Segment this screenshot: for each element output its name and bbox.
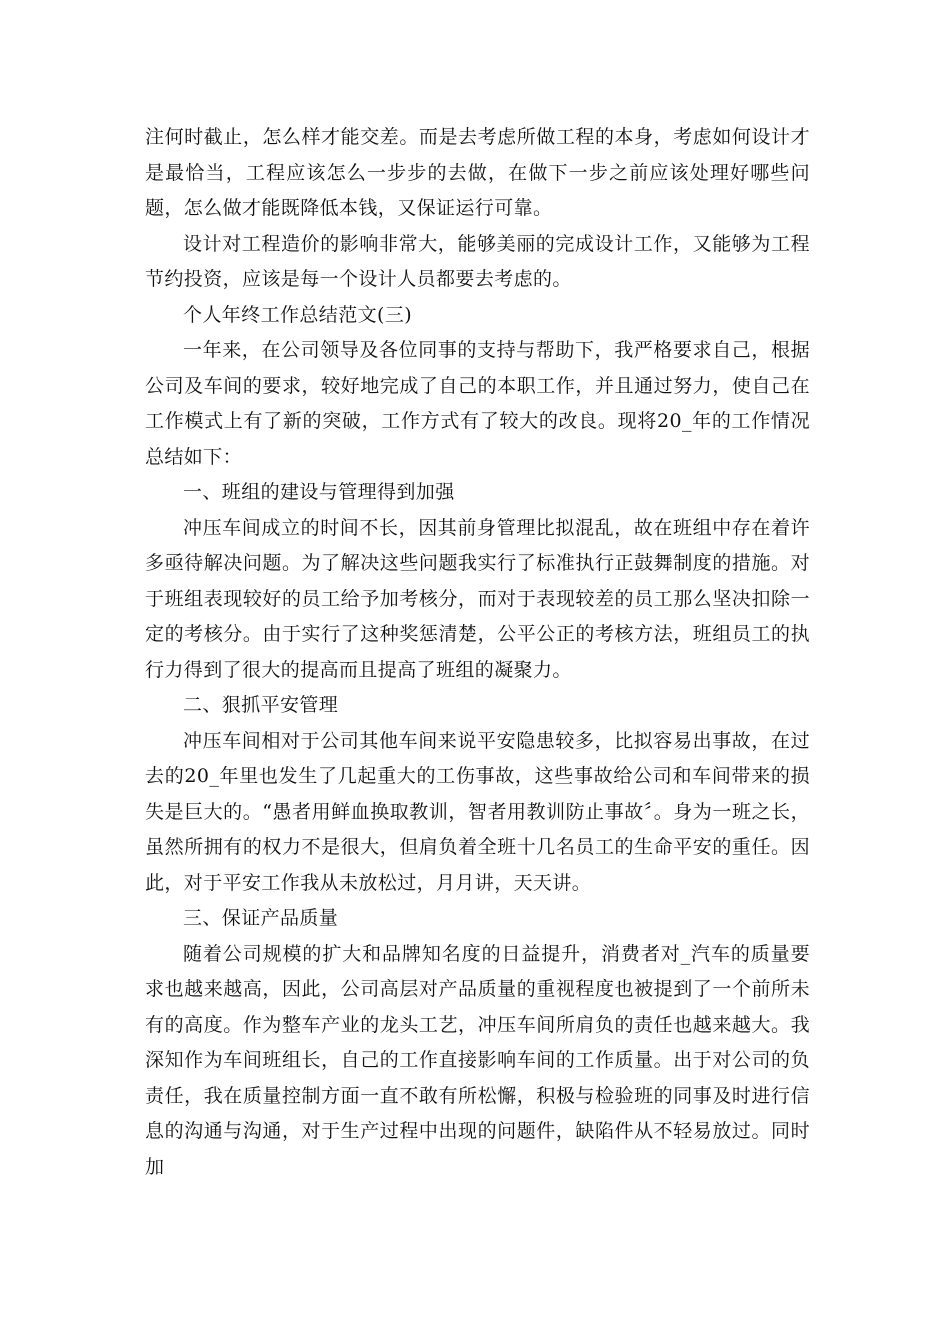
paragraph-continuation: 注何时截止，怎么样才能交差。而是去考虑所做工程的本身，考虑如何设计才是最恰当，工程应该怎么一步步的去做，在做下一步之前应该处理好哪些问题，怎么做才能既降低本钱，又保证运行可靠。 bbox=[145, 126, 810, 219]
heading-quality: 三、保证产品质量 bbox=[183, 907, 339, 929]
paragraph-intro: 一年来，在公司领导及各位同事的支持与帮助下，我严格要求自己，根据公司及车间的要求，较好地完成了自己的本职工作，并且通过努力，使自己在工作模式上有了新的突破，工作方式有了较大的改良。现将20_年的工作情况总结如下： bbox=[145, 339, 810, 468]
paragraph-team-building: 冲压车间成立的时间不长，因其前身管理比拟混乱，故在班组中存在着许多亟待解决问题。为了解决这些问题我实行了标准执行正鼓舞制度的措施。对于班组表现较好的员工给予加考核分，而对于表现较差的员工那么坚决扣除一定的考核分。由于实行了这种奖惩清楚，公平公正的考核方法，班组员工的执行力得到了很大的提高而且提高了班组的凝聚力。 bbox=[145, 516, 810, 681]
document-body bbox=[145, 120, 810, 1185]
paragraph-safety: 冲压车间相对于公司其他车间来说平安隐患较多，比拟容易出事故，在过去的20_年里也发生了几起重大的工伤事故，这些事故给公司和车间带来的损失是巨大的。“愚者用鲜血换取教训，智者用教训防止事故〞。身为一班之长，虽然所拥有的权力不是很大，但肩负着全班十几名员工的生命平安的重任。因此，对于平安工作我从未放松过，月月讲，天天讲。 bbox=[145, 729, 810, 894]
heading-team-building: 一、班组的建设与管理得到加强 bbox=[183, 481, 455, 503]
paragraph-design-cost: 设计对工程造价的影响非常大，能够美丽的完成设计工作，又能够为工程节约投资，应该是每一个设计人员都要去考虑的。 bbox=[145, 232, 810, 290]
section-title: 个人年终工作总结范文(三) bbox=[183, 303, 413, 326]
heading-safety: 二、狠抓平安管理 bbox=[183, 694, 339, 716]
paragraph-quality: 随着公司规模的扩大和品牌知名度的日益提升，消费者对_汽车的质量要求也越来越高，因此，公司高层对产品质量的重视程度也被提到了一个前所未有的高度。作为整车产业的龙头工艺，冲压车间所肩负的责任也越来越大。我深知作为车间班组长，自己的工作直接影响车间的工作质量。出于对公司的负责任，我在质量控制方面一直不敢有所松懈，积极与检验班的同事及时进行信息的沟通与沟通，对于生产过程中出现的问题件，缺陷件从不轻易放过。同时加 bbox=[145, 942, 810, 1178]
